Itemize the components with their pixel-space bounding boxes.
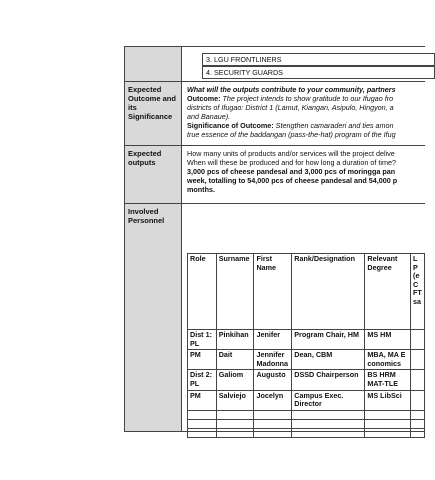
header-rank: Rank/Designation <box>292 254 365 330</box>
personnel-empty-row <box>188 428 425 437</box>
cell-extra <box>411 350 425 370</box>
cell-rank: DSSD Chairperson <box>292 370 365 390</box>
header-extra: LP(eCFTsa <box>411 254 425 330</box>
cell-surname: Salviejo <box>216 390 254 410</box>
top-items-row <box>125 47 425 82</box>
significance-line-2: true essence of the baddangan (pass-the-hat) program of the Ifug <box>187 130 396 139</box>
cell-rank: Campus Exec. Director <box>292 390 365 410</box>
cell-extra <box>411 370 425 390</box>
header-role: Role <box>188 254 217 330</box>
cell-rank: Program Chair, HM <box>292 330 365 350</box>
personnel-row <box>188 370 425 390</box>
cell-first-name: Jocelyn <box>254 390 292 410</box>
personnel-header-row <box>188 254 425 330</box>
cell-extra <box>411 330 425 350</box>
cell-role: PM <box>188 390 217 410</box>
expected-outcome-label: Expected Outcome and its Significance <box>125 82 182 145</box>
expected-outputs-label: Expected outputs <box>125 146 182 203</box>
cell-role: Dist 1: PL <box>188 330 217 350</box>
outputs-line-5: months. <box>187 185 215 194</box>
personnel-empty-row <box>188 419 425 428</box>
cell-degree: MS HM <box>365 330 411 350</box>
cell-role: Dist 2: PL <box>188 370 217 390</box>
cell-surname: Galiom <box>216 370 254 390</box>
cell-degree: MS LibSci <box>365 390 411 410</box>
personnel-row <box>188 390 425 410</box>
header-first-name: First Name <box>254 254 292 330</box>
outputs-line-4: week, totalling to 54,000 pcs of cheese pandesal and 54,000 p <box>187 176 398 185</box>
significance-line-1: Significance of Outcome: Stengthen camaraderi and ties amon <box>187 121 394 130</box>
outputs-line-1: How many units of products and/or services will the project delive <box>187 149 395 158</box>
cell-role: PM <box>188 350 217 370</box>
proposal-table <box>124 46 425 432</box>
personnel-row <box>188 350 425 370</box>
cell-surname: Pinkihan <box>216 330 254 350</box>
cell-rank: Dean, CBM <box>292 350 365 370</box>
cell-degree: MBA, MA Economics <box>365 350 411 370</box>
expected-outputs-row <box>125 146 425 204</box>
cell-surname: Dait <box>216 350 254 370</box>
outcome-line-1: Outcome: The project intends to show gratitude to our Ifugao fro <box>187 94 394 103</box>
involved-personnel-label: Involved Personnel <box>125 204 182 431</box>
header-surname: Surname <box>216 254 254 330</box>
top-item-3: 3. LGU FRONTLINERS <box>202 53 435 66</box>
cell-extra <box>411 390 425 410</box>
outcome-line-3: and Banaue). <box>187 112 231 121</box>
expected-outputs-content <box>183 146 425 203</box>
personnel-empty-row <box>188 410 425 419</box>
cell-first-name: Augusto <box>254 370 292 390</box>
outputs-line-3: 3,000 pcs of cheese pandesal and 3,000 pcs of moringga pan <box>187 167 396 176</box>
outcome-question: What will the outputs contribute to your community, partners <box>187 85 396 94</box>
personnel-table <box>187 253 425 438</box>
outcome-line-2: districts of Ifugao: District 1 (Lamut, Kiangan, Asipulo, Hingyon, a <box>187 103 394 112</box>
cell-first-name: Jenifer <box>254 330 292 350</box>
expected-outcome-row <box>125 82 425 146</box>
top-items-label-cell <box>125 47 182 81</box>
top-item-4: 4. SECURITY GUARDS <box>202 66 435 79</box>
expected-outcome-content <box>183 82 425 145</box>
header-degree: Relevant Degree <box>365 254 411 330</box>
cell-degree: BS HRM MAT-TLE <box>365 370 411 390</box>
personnel-row <box>188 330 425 350</box>
outputs-line-2: When will these be produced and for how long a duration of time? <box>187 158 396 167</box>
cell-first-name: Jennifer Madonna <box>254 350 292 370</box>
